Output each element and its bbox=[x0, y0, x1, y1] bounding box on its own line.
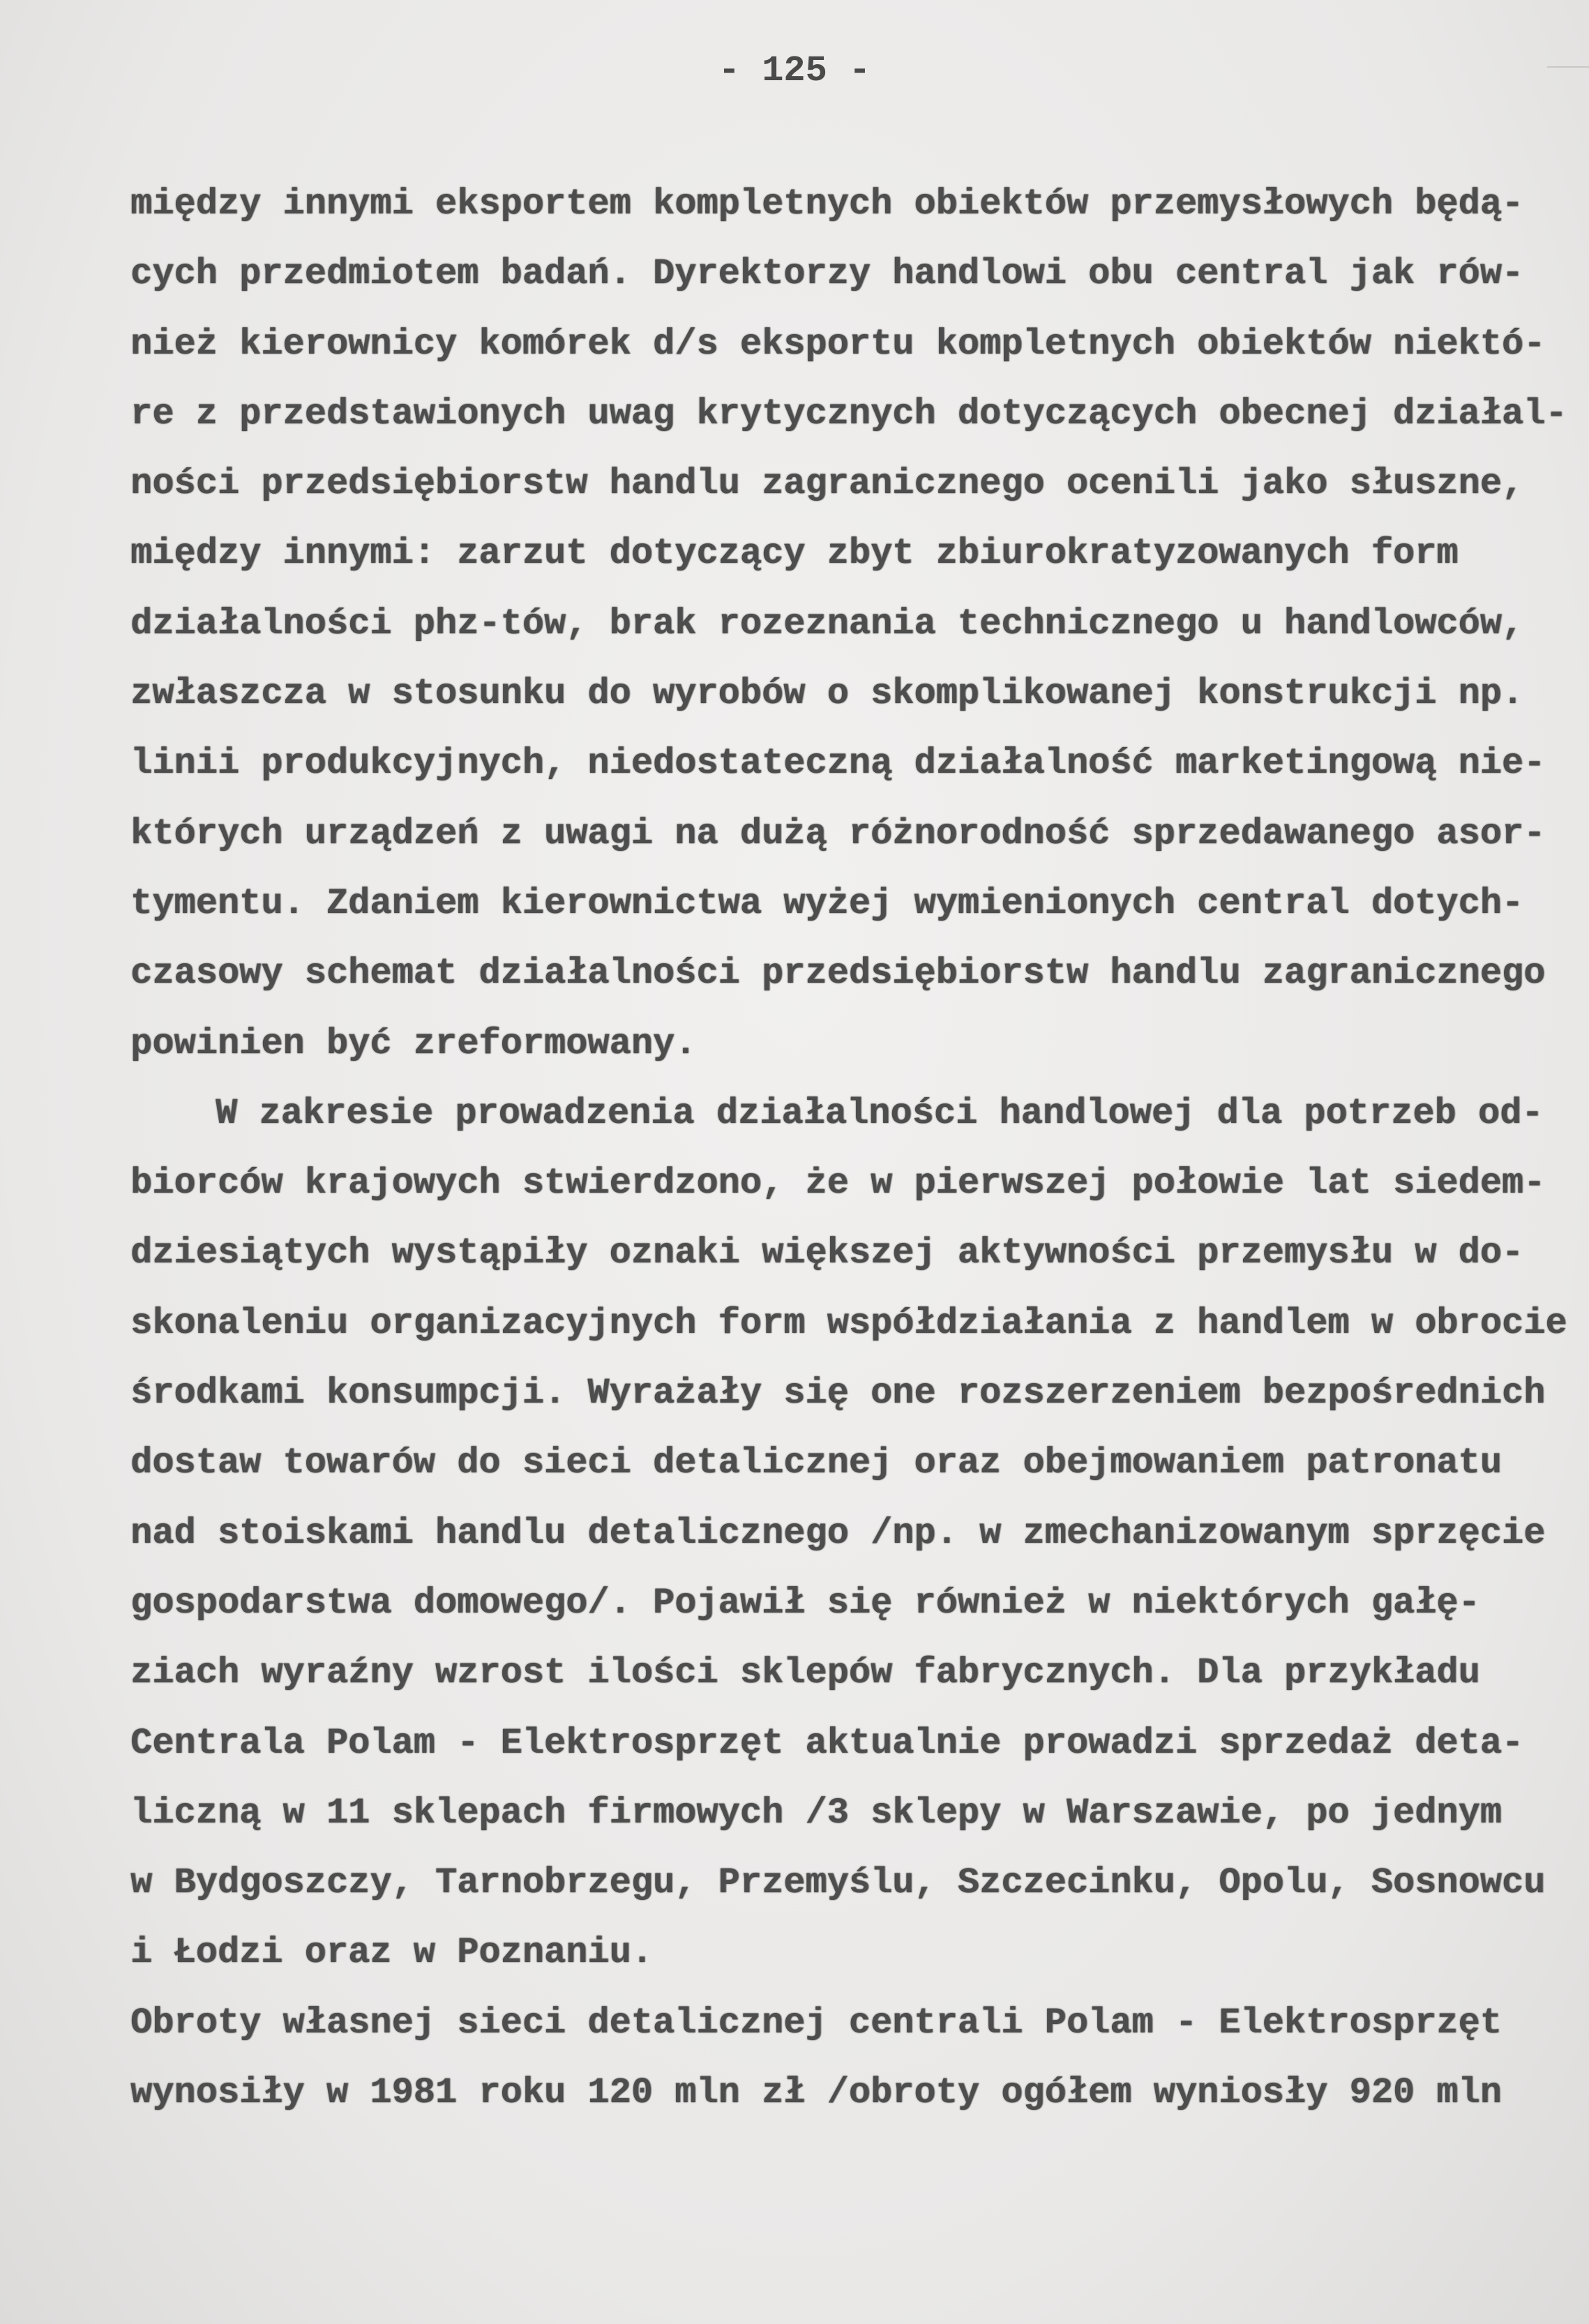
text-line: w Bydgoszczy, Tarnobrzegu, Przemyślu, Szczecinku, Opolu, Sosnowcu bbox=[130, 1862, 1546, 1904]
text-line: biorców krajowych stwierdzono, że w pierwszej połowie lat siedem- bbox=[130, 1163, 1546, 1205]
text-line: Centrala Polam - Elektrosprzęt aktualnie prowadzi sprzedaż deta- bbox=[130, 1722, 1524, 1764]
text-line: skonaleniu organizacyjnych form współdziałania z handlem w obrocie bbox=[130, 1302, 1567, 1344]
text-line: cych przedmiotem badań. Dyrektorzy handlowi obu central jak rów- bbox=[130, 253, 1524, 295]
text-line: linii produkcyjnych, niedostateczną działalność marketingową nie- bbox=[130, 743, 1546, 785]
text-line: których urządzeń z uwagi na dużą różnorodność sprzedawanego asor- bbox=[130, 813, 1546, 854]
text-line: czasowy schemat działalności przedsiębiorstw handlu zagranicznego bbox=[130, 953, 1546, 995]
text-line: środkami konsumpcji. Wyrażały się one rozszerzeniem bezpośrednich bbox=[130, 1373, 1546, 1414]
text-line: działalności phz-tów, brak rozeznania technicznego u handlowców, bbox=[130, 603, 1524, 644]
page-number: - 125 - bbox=[718, 50, 871, 91]
text-line: między innymi: zarzut dotyczący zbyt zbiurokratyzowanych form bbox=[130, 533, 1459, 575]
text-line: re z przedstawionych uwag krytycznych dotyczących obecnej działal- bbox=[130, 393, 1567, 435]
text-line: między innymi eksportem kompletnych obiektów przemysłowych będą- bbox=[130, 183, 1524, 225]
text-line: liczną w 11 sklepach firmowych /3 sklepy w Warszawie, po jednym bbox=[130, 1792, 1502, 1834]
text-line: wynosiły w 1981 roku 120 mln zł /obroty ogółem wyniosły 920 mln bbox=[130, 2072, 1502, 2114]
text-line: gospodarstwa domowego/. Pojawił się również w niektórych gałę- bbox=[130, 1582, 1480, 1624]
text-line: Obroty własnej sieci detalicznej centrali Polam - Elektrosprzęt bbox=[130, 2002, 1502, 2044]
paragraph-start-line: W zakresie prowadzenia działalności handlowej dla potrzeb od- bbox=[216, 1092, 1544, 1134]
text-line: ziach wyraźny wzrost ilości sklepów fabrycznych. Dla przykładu bbox=[130, 1652, 1480, 1694]
text-line: dostaw towarów do sieci detalicznej oraz obejmowaniem patronatu bbox=[130, 1442, 1502, 1484]
text-line: i Łodzi oraz w Poznaniu. bbox=[130, 1932, 653, 1974]
text-line: tymentu. Zdaniem kierownictwa wyżej wymienionych central dotych- bbox=[130, 882, 1524, 924]
text-line: powinien być zreformowany. bbox=[130, 1023, 697, 1064]
text-line: dziesiątych wystąpiły oznaki większej aktywności przemysłu w do- bbox=[130, 1232, 1524, 1274]
text-line: nad stoiskami handlu detalicznego /np. w zmechanizowanym sprzęcie bbox=[130, 1512, 1546, 1554]
document-body bbox=[130, 169, 1567, 2128]
text-line: ności przedsiębiorstw handlu zagranicznego ocenili jako słuszne, bbox=[130, 463, 1524, 505]
text-line: nież kierownicy komórek d/s eksportu kompletnych obiektów niektó- bbox=[130, 323, 1546, 365]
text-line: zwłaszcza w stosunku do wyrobów o skomplikowanej konstrukcji np. bbox=[130, 673, 1524, 715]
